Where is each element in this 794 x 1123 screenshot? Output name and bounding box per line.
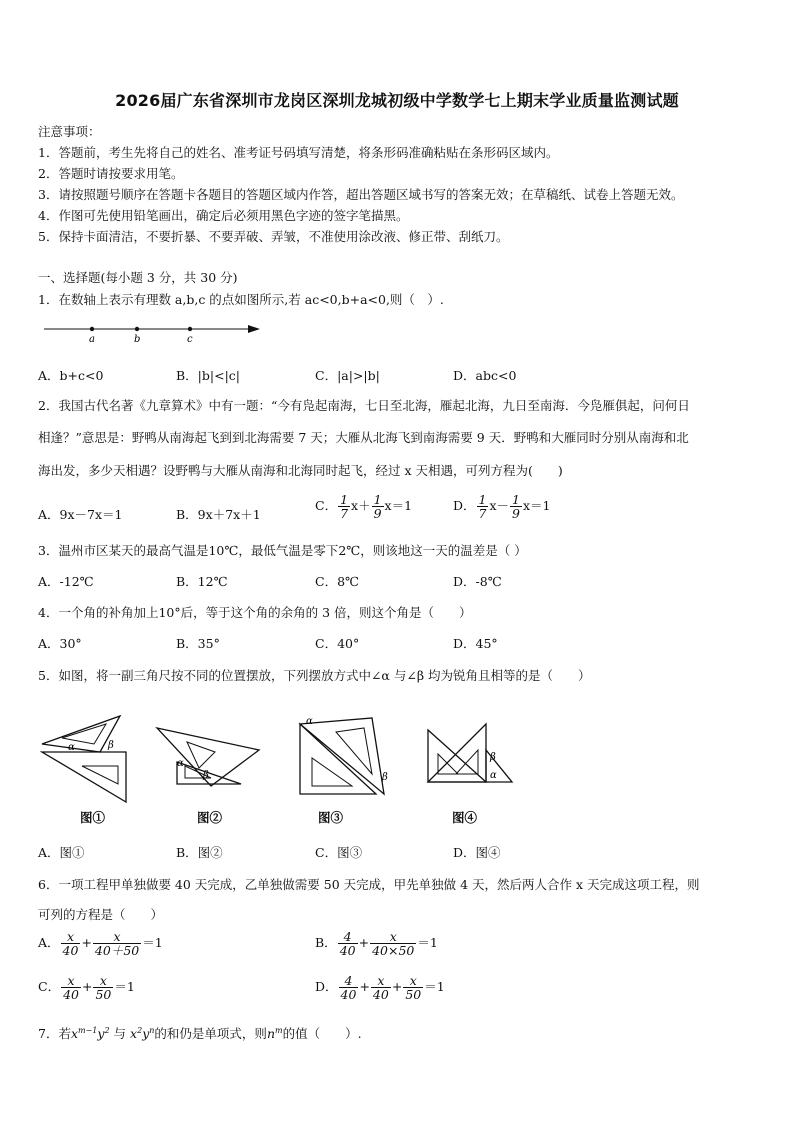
- q5-option-c: C．图③: [315, 845, 363, 860]
- q1-option-d: D．abc<0: [453, 368, 517, 383]
- q3-option-a: A．-12℃: [38, 574, 94, 589]
- q3-stem: 3．温州市区某天的最高气温是10℃，最低气温是零下2℃，则该地这一天的温差是（ ）: [38, 543, 527, 558]
- set-square-figure-1: [40, 712, 140, 804]
- q6-option-a: A． $\frac{x}{40}$ + $\frac{x}{40+50}$ ＝1: [38, 929, 163, 959]
- q2-line: 2．我国古代名著《九章算术》中有一题：“今有凫起南海，七日至北海，雁起北海，九日至南海．今凫雁俱起，问何日: [38, 398, 690, 413]
- q4-option-c: C．40°: [315, 636, 360, 651]
- svg-text:β: β: [203, 770, 209, 781]
- figure-4-label: 图④: [452, 810, 478, 825]
- section-heading: 一、选择题(每小题 3 分，共 30 分): [38, 270, 238, 285]
- svg-text:α: α: [306, 716, 313, 727]
- q1-stem: 1．在数轴上表示有理数 a,b,c 的点如图所示,若 ac<0,b+a<0,则（ ）.: [38, 292, 444, 307]
- svg-text:β: β: [382, 772, 388, 783]
- q7-stem: 7．若$x^{m-1}y^2$ 与 $x^2y^n$的和仍是单项式，则$n^m$的值（ ）.: [38, 1025, 362, 1041]
- number-line-figure: [40, 318, 270, 346]
- note-item: 1．答题前，考生先将自己的姓名、准考证号码填写清楚，将条形码准确粘贴在条形码区域内。: [38, 145, 559, 160]
- note-item: 4．作图可先使用铅笔画出，确定后必须用黑色字迹的签字笔描黑。: [38, 208, 409, 223]
- svg-text:β: β: [490, 752, 496, 763]
- q2-option-b: B．9x＋7x＋1: [176, 507, 261, 522]
- svg-text:α: α: [177, 758, 184, 769]
- q6-option-b: B． $\frac{4}{40}$ + $\frac{x}{40\times 50}$ ＝1: [315, 929, 438, 959]
- q5-stem: 5．如图，将一副三角尺按不同的位置摆放，下列摆放方式中∠α 与∠β 均为锐角且相等的是（ ）: [38, 668, 591, 683]
- set-square-figure-4: [424, 720, 520, 786]
- figure-3-label: 图③: [318, 810, 344, 825]
- note-item: 5．保持卡面清洁，不要折暴、不要弄破、弄皱，不准使用涂改液、修正带、刮纸刀。: [38, 229, 509, 244]
- q4-option-a: A．30°: [38, 636, 82, 651]
- page-title: 2026届广东省深圳市龙岗区深圳龙城初级中学数学七上期末学业质量监测试题: [115, 91, 679, 110]
- q4-option-b: B．35°: [176, 636, 220, 651]
- q2-option-d: D． $\frac{1}{7}$ x－ $\frac{1}{9}$ x＝1: [453, 492, 551, 522]
- q2-option-a: A．9x－7x＝1: [38, 507, 123, 522]
- set-square-figure-2: [155, 722, 265, 788]
- svg-text:α: α: [490, 770, 497, 781]
- point-b-label: b: [134, 334, 141, 345]
- q6-line: 6．一项工程甲单独做要 40 天完成，乙单独做需要 50 天完成，甲先单独做 4 天，然后两人合作 x 天完成这项工程，则: [38, 877, 700, 892]
- q1-option-c: C．|a|>|b|: [315, 368, 380, 383]
- q4-option-d: D．45°: [453, 636, 498, 651]
- note-item: 3．请按照题号顺序在答题卡各题目的答题区域内作答，超出答题区域书写的答案无效；在草稿纸、试卷上答题无效。: [38, 187, 684, 202]
- q1-option-b: B．|b|<|c|: [176, 368, 241, 383]
- q5-option-d: D．图④: [453, 845, 501, 860]
- q6-line: 可列的方程是（ ）: [38, 907, 164, 922]
- set-square-figure-3: [296, 714, 396, 798]
- q6-option-c: C． $\frac{x}{40}$ + $\frac{x}{50}$ ＝1: [38, 973, 135, 1003]
- q3-option-c: C．8℃: [315, 574, 360, 589]
- q5-option-a: A．图①: [38, 845, 85, 860]
- q6-option-d: D． $\frac{4}{40}$ + $\frac{x}{40}$ + $\frac{x}{50}$ ＝1: [315, 973, 445, 1003]
- q2-line: 相逢？”意思是：野鸭从南海起飞到到北海需要 7 天；大雁从北海飞到南海需要 9 天．野鸭和大雁同时分别从南海和北: [38, 430, 689, 445]
- point-a-label: a: [89, 334, 95, 345]
- figure-1-label: 图①: [80, 810, 106, 825]
- q2-option-c: C． $\frac{1}{7}$ x＋ $\frac{1}{9}$ x＝1: [315, 492, 413, 522]
- svg-text:β: β: [108, 740, 114, 751]
- q2-line: 海出发，多少天相遇？设野鸭与大雁从南海和北海同时起飞，经过 x 天相遇，可列方程为( ): [38, 463, 563, 478]
- q4-stem: 4．一个角的补角加上10°后，等于这个角的余角的 3 倍，则这个角是（ ）: [38, 605, 472, 620]
- svg-text:α: α: [68, 742, 75, 753]
- q1-option-a: A．b+c<0: [38, 368, 104, 383]
- point-c-label: c: [187, 334, 193, 345]
- note-item: 2．答题时请按要求用笔。: [38, 166, 184, 181]
- q5-option-b: B．图②: [176, 845, 223, 860]
- notes-heading: 注意事项：: [38, 124, 101, 139]
- q3-option-d: D．-8℃: [453, 574, 502, 589]
- q3-option-b: B．12℃: [176, 574, 228, 589]
- figure-2-label: 图②: [197, 810, 223, 825]
